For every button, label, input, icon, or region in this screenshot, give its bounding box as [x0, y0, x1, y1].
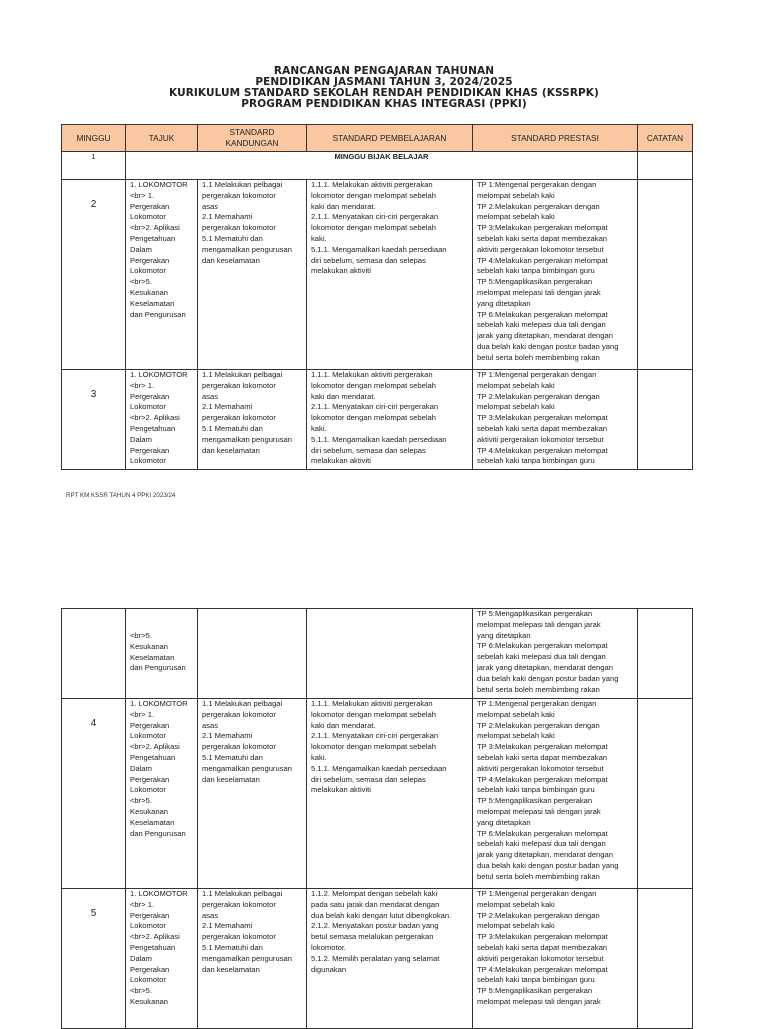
cell-catatan — [638, 699, 693, 889]
col-header-pembelajaran: STANDARD PEMBELAJARAN — [307, 125, 473, 152]
cell-prestasi: TP 1:Mengenal pergerakan dengan melompat sebelah kaki TP 2:Melakukan pergerakan dengan melompat sebelah kaki TP 3:Melakukan pergerakan melompat sebelah kaki serta dapat membezakan aktiviti pergerakan lokomotor tersebut TP 4:Melakukan pergerakan melompat sebelah kaki tanpa bimbingan guru TP 5:Mengaplikasikan pergerakan melompat melepasi tali dengan jarak — [473, 889, 638, 1029]
cell-catatan — [638, 609, 693, 699]
cell-minggu-bijak-belajar: MINGGU BIJAK BELAJAR — [126, 152, 638, 180]
table-row — [62, 370, 693, 470]
col-header-prestasi: STANDARD PRESTASI — [473, 125, 638, 152]
cell-tajuk: 1. LOKOMOTOR <br> 1. Pergerakan Lokomotor <br>2. Aplikasi Pengetahuan Dalam Pergerakan Lokomotor <br>5. Kesukanan Keselamatan dan Pengurusan — [126, 699, 198, 889]
cell-kandungan: 1.1 Melakukan pelbagai pergerakan lokomotor asas 2.1 Memahami pergerakan lokomotor 5.1 Mematuhi dan mengamalkan pengurusan dan keselamatan — [198, 889, 307, 1029]
col-header-tajuk: TAJUK — [126, 125, 198, 152]
cell-tajuk: 1. LOKOMOTOR <br> 1. Pergerakan Lokomotor <br>2. Aplikasi Pengetahuan Dalam Pergerakan Lokomotor <br>5. Kesukanan Keselamatan dan Pengurusan — [126, 180, 198, 370]
table-row — [62, 152, 693, 180]
cell-kandungan: 1.1 Melakukan pelbagai pergerakan lokomotor asas 2.1 Memahami pergerakan lokomotor 5.1 Mematuhi dan mengamalkan pengurusan dan keselamatan — [198, 699, 307, 889]
table-row — [62, 889, 693, 1029]
cell-kandungan — [198, 609, 307, 699]
cell-prestasi: TP 1:Mengenal pergerakan dengan melompat sebelah kaki TP 2:Melakukan pergerakan dengan melompat sebelah kaki TP 3:Melakukan pergerakan melompat sebelah kaki serta dapat membezakan aktiviti pergerakan lokomotor tersebut TP 4:Melakukan pergerakan melompat sebelah kaki tanpa bimbingan guru — [473, 370, 638, 470]
cell-kandungan: 1.1 Melakukan pelbagai pergerakan lokomotor asas 2.1 Memahami pergerakan lokomotor 5.1 Mematuhi dan mengamalkan pengurusan dan keselamatan — [198, 370, 307, 470]
col-header-minggu: MINGGU — [62, 125, 126, 152]
cell-kandungan: 1.1 Melakukan pelbagai pergerakan lokomotor asas 2.1 Memahami pergerakan lokomotor 5.1 Mematuhi dan mengamalkan pengurusan dan keselamatan — [198, 180, 307, 370]
cell-pembelajaran: 1.1.2. Melompat dengan sebelah kaki pada satu jarak dan mendarat dengan dua belah kaki dengan lutut dibengkokan. 2.1.2. Menyatakan postur badan yang betul semasa melalukan pergerakan lokomotor. 5.1.2. Memilih peralatan yang selamat digunakan — [307, 889, 473, 1029]
cell-minggu: 4 — [62, 699, 126, 889]
cell-tajuk: 1. LOKOMOTOR <br> 1. Pergerakan Lokomotor <br>2. Aplikasi Pengetahuan Dalam Pergerakan Lokomotor — [126, 370, 198, 470]
cell-pembelajaran — [307, 609, 473, 699]
title-line-4: PROGRAM PENDIDIKAN KHAS INTEGRASI (PPKI) — [241, 98, 527, 110]
cell-catatan — [638, 180, 693, 370]
table-row — [62, 609, 693, 699]
cell-tajuk: <br>5. Kesukanan Keselamatan dan Pengurusan — [126, 609, 198, 699]
col-header-kandungan: STANDARD KANDUNGAN — [198, 125, 307, 152]
cell-catatan — [638, 889, 693, 1029]
cell-prestasi: TP 1:Mengenal pergerakan dengan melompat sebelah kaki TP 2:Melakukan pergerakan dengan melompat sebelah kaki TP 3:Melakukan pergerakan melompat sebelah kaki serta dapat membezakan aktiviti pergerakan lokomotor tersebut TP 4:Melakukan pergerakan melompat sebelah kaki tanpa bimbingan guru TP 5:Mengaplikasikan pergerakan melompat melepasi tali dengan jarak yang ditetapkan TP 6:Melakukan pergerakan melompat sebelah kaki melepasi dua tali dengan jarak yang ditetapkan, mendarat dengan dua belah kaki dengan postur badan yang betul serta boleh membimbing rakan — [473, 180, 638, 370]
cell-tajuk: 1. LOKOMOTOR <br> 1. Pergerakan Lokomotor <br>2. Aplikasi Pengetahuan Dalam Pergerakan Lokomotor <br>5. Kesukanan — [126, 889, 198, 1029]
cell-catatan — [638, 370, 693, 470]
cell-minggu: 1 — [62, 152, 126, 180]
col-header-catatan: CATATAN — [638, 125, 693, 152]
rpt-table-page-2 — [61, 608, 693, 1029]
cell-pembelajaran: 1.1.1. Melakukan aktiviti pergerakan lokomotor dengan melompat sebelah kaki dan mendarat. 2.1.1. Menyatakan ciri-ciri pergerakan lokomotor dengan melompat sebelah kaki. 5.1.1. Mengamalkan kaedah persediaan diri sebelum, semasa dan selepas melakukan aktiviti — [307, 180, 473, 370]
table-header-row — [62, 125, 693, 152]
page-footer: RPT KM KSSR TAHUN 4 PPKI 2023/24 — [66, 492, 176, 499]
cell-minggu: 5 — [62, 889, 126, 1029]
document-header — [0, 66, 768, 110]
title-line-1: RANCANGAN PENGAJARAN TAHUNAN — [273, 65, 495, 77]
title-line-3: KURIKULUM STANDARD SEKOLAH RENDAH PENDIDIKAN KHAS (KSSRPK) — [169, 87, 599, 99]
table-row — [62, 699, 693, 889]
cell-minggu: 2 — [62, 180, 126, 370]
cell-minggu: 3 — [62, 370, 126, 470]
cell-minggu — [62, 609, 126, 699]
cell-prestasi: TP 1:Mengenal pergerakan dengan melompat sebelah kaki TP 2:Melakukan pergerakan dengan melompat sebelah kaki TP 3:Melakukan pergerakan melompat sebelah kaki serta dapat membezakan aktiviti pergerakan lokomotor tersebut TP 4:Melakukan pergerakan melompat sebelah kaki tanpa bimbingan guru TP 5:Mengaplikasikan pergerakan melompat melepasi tali dengan jarak yang ditetapkan TP 6:Melakukan pergerakan melompat sebelah kaki melepasi dua tali dengan jarak yang ditetapkan, mendarat dengan dua belah kaki dengan postur badan yang betul serta boleh membimbing rakan — [473, 699, 638, 889]
cell-pembelajaran: 1.1.1. Melakukan aktiviti pergerakan lokomotor dengan melompat sebelah kaki dan mendarat. 2.1.1. Menyatakan ciri-ciri pergerakan lokomotor dengan melompat sebelah kaki. 5.1.1. Mengamalkan kaedah persediaan diri sebelum, semasa dan selepas melakukan aktiviti — [307, 699, 473, 889]
title-line-2: PENDIDIKAN JASMANI TAHUN 3, 2024/2025 — [255, 76, 513, 88]
cell-catatan — [638, 152, 693, 180]
rpt-table-page-1 — [61, 124, 693, 470]
cell-pembelajaran: 1.1.1. Melakukan aktiviti pergerakan lokomotor dengan melompat sebelah kaki dan mendarat. 2.1.1. Menyatakan ciri-ciri pergerakan lokomotor dengan melompat sebelah kaki. 5.1.1. Mengamalkan kaedah persediaan diri sebelum, semasa dan selepas melakukan aktiviti — [307, 370, 473, 470]
cell-prestasi: TP 5:Mengaplikasikan pergerakan melompat melepasi tali dengan jarak yang ditetapkan TP 6:Melakukan pergerakan melompat sebelah kaki melepasi dua tali dengan jarak yang ditetapkan, mendarat dengan dua belah kaki dengan postur badan yang betul serta boleh membimbing rakan — [473, 609, 638, 699]
table-row — [62, 180, 693, 370]
